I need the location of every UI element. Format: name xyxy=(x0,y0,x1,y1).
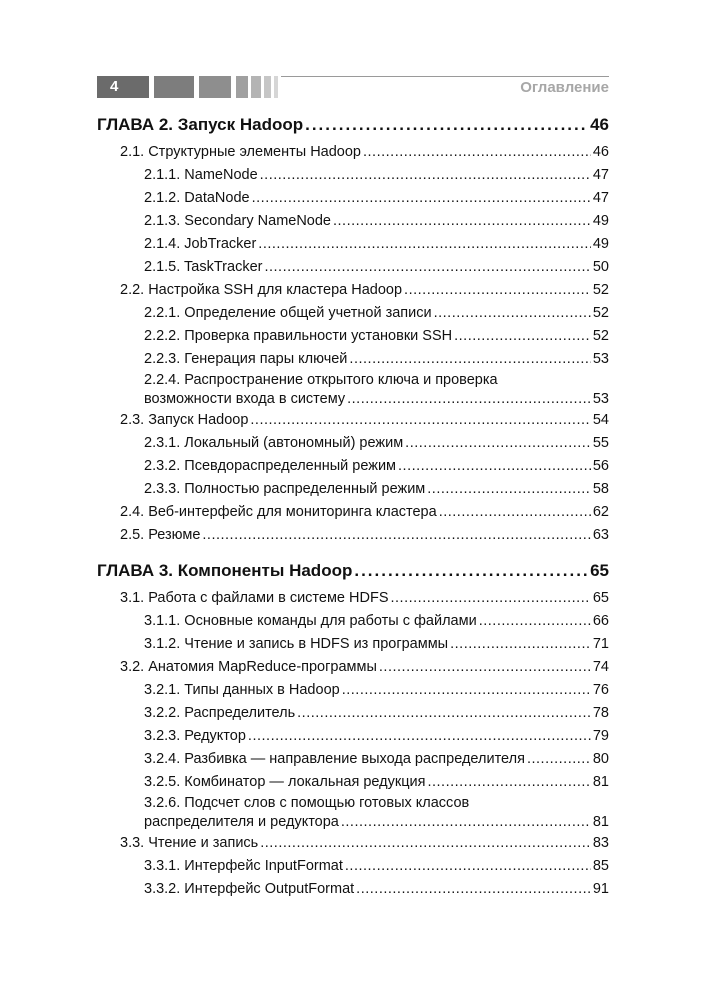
dot-leader xyxy=(297,702,591,725)
toc-entry-title: 3.3.1. Интерфейс InputFormat xyxy=(144,858,343,874)
toc-entry-page: 46 xyxy=(590,115,609,134)
toc-entry-2-1-1[interactable] xyxy=(97,164,609,187)
toc-entry-title: 2.2.2. Проверка правильности установки SSH xyxy=(144,328,453,344)
dot-leader xyxy=(305,112,588,138)
toc-entry-page: 81 xyxy=(592,774,609,790)
toc-entry-page: 47 xyxy=(592,190,609,206)
toc-entry-page: 54 xyxy=(592,412,609,428)
header-bar-3 xyxy=(236,76,248,98)
toc-entry-3-2-3[interactable] xyxy=(97,725,609,748)
toc-entry-3-3-1[interactable] xyxy=(97,855,609,878)
toc-entry-title: 2.3.2. Псевдораспределенный режим xyxy=(144,458,397,474)
toc-entry-3-3[interactable] xyxy=(97,832,609,855)
dot-leader xyxy=(391,587,591,610)
toc-entry-title: 3.1.2. Чтение и запись в HDFS из программы xyxy=(144,636,449,652)
toc-entry-title: 2.5. Резюме xyxy=(120,527,201,543)
dot-leader xyxy=(379,656,591,679)
toc-entry-2-2-3[interactable] xyxy=(97,348,609,371)
page-number: 4 xyxy=(110,78,119,95)
dot-leader xyxy=(527,748,591,771)
toc-entry-title: 2.1.2. DataNode xyxy=(144,190,250,206)
header-bar-5 xyxy=(264,76,271,98)
toc-entry-page: 52 xyxy=(592,328,609,344)
toc-entry-page: 50 xyxy=(592,259,609,275)
dot-leader xyxy=(341,812,591,832)
dot-leader xyxy=(434,302,591,325)
toc-entry-title: ГЛАВА 2. Запуск Hadoop xyxy=(97,115,304,134)
toc-entry-page: 65 xyxy=(590,561,609,580)
toc-entry-page: 46 xyxy=(592,144,609,160)
dot-leader xyxy=(454,325,591,348)
toc-entry-3-2-1[interactable] xyxy=(97,679,609,702)
toc-entry-3-2-4[interactable] xyxy=(97,748,609,771)
toc-entry-3-2-5[interactable] xyxy=(97,771,609,794)
toc-entry-2-3-1[interactable] xyxy=(97,432,609,455)
toc-entry-title: 2.2. Настройка SSH для кластера Hadoop xyxy=(120,282,403,298)
toc-entry-page: 85 xyxy=(592,858,609,874)
dot-leader xyxy=(349,348,590,371)
dot-leader xyxy=(347,389,591,409)
toc-entry-title-line2: распределителя и редуктора xyxy=(144,814,339,830)
toc-entry-2-2-1[interactable] xyxy=(97,302,609,325)
toc-entry-2-2-2[interactable] xyxy=(97,325,609,348)
toc-entry-title: 2.1.5. TaskTracker xyxy=(144,259,263,275)
toc-entry-page: 81 xyxy=(592,814,609,830)
toc-entry-3-2-6[interactable] xyxy=(97,794,609,832)
toc-entry-page: 74 xyxy=(592,659,609,675)
dot-leader xyxy=(398,455,591,478)
toc-entry-2-3[interactable] xyxy=(97,409,609,432)
toc-entry-3-1-1[interactable] xyxy=(97,610,609,633)
toc-entry-title: 2.4. Веб-интерфейс для мониторинга кластера xyxy=(120,504,437,520)
toc-entry-page: 55 xyxy=(592,435,609,451)
header-bar-1 xyxy=(154,76,194,98)
toc-entry-title: 3.2.2. Распределитель xyxy=(144,705,296,721)
toc-entry-2-1[interactable] xyxy=(97,141,609,164)
toc-entry-title: 3.2.4. Разбивка — направление выхода распределителя xyxy=(144,751,525,767)
dot-leader xyxy=(427,771,590,794)
page-number-box xyxy=(97,76,149,98)
toc-entry-2-4[interactable] xyxy=(97,501,609,524)
toc-entry-title: 2.2.1. Определение общей учетной записи xyxy=(144,305,432,321)
toc-entry-page: 78 xyxy=(592,705,609,721)
toc-entry-title: 3.2. Анатомия MapReduce-программы xyxy=(120,659,377,675)
dot-leader xyxy=(345,855,591,878)
dot-leader xyxy=(202,524,590,547)
toc-entry-title: 3.2.1. Типы данных в Hadoop xyxy=(144,682,340,698)
toc-entry-title: 3.3.2. Интерфейс OutputFormat xyxy=(144,881,355,897)
dot-leader xyxy=(258,233,591,256)
toc-entry-title: 2.3.3. Полностью распределенный режим xyxy=(144,481,426,497)
table-of-contents xyxy=(97,112,609,901)
toc-entry-page: 71 xyxy=(592,636,609,652)
toc-entry-title: 2.3. Запуск Hadoop xyxy=(120,412,249,428)
toc-entry-2-1-2[interactable] xyxy=(97,187,609,210)
toc-entry-page: 65 xyxy=(592,590,609,606)
toc-entry-title: 2.1.1. NameNode xyxy=(144,167,258,183)
toc-entry-page: 53 xyxy=(592,391,609,407)
toc-chapter-2[interactable] xyxy=(97,112,609,138)
toc-entry-page: 62 xyxy=(592,504,609,520)
dot-leader xyxy=(264,256,590,279)
dot-leader xyxy=(427,478,591,501)
toc-entry-title-line2: возможности входа в систему xyxy=(144,391,346,407)
toc-entry-2-1-3[interactable] xyxy=(97,210,609,233)
toc-entry-title-line1: 2.2.4. Распространение открытого ключа и проверка xyxy=(144,372,498,388)
toc-entry-title: 2.1. Структурные элементы Hadoop xyxy=(120,144,361,160)
header-bar-4 xyxy=(251,76,261,98)
dot-leader xyxy=(260,164,591,187)
dot-leader xyxy=(260,832,591,855)
dot-leader xyxy=(333,210,591,233)
toc-entry-2-2-4[interactable] xyxy=(97,371,609,409)
toc-entry-page: 49 xyxy=(592,236,609,252)
toc-entry-title: ГЛАВА 3. Компоненты Hadoop xyxy=(97,561,353,580)
toc-entry-3-2-2[interactable] xyxy=(97,702,609,725)
toc-entry-2-1-4[interactable] xyxy=(97,233,609,256)
toc-entry-title: 3.2.3. Редуктор xyxy=(144,728,246,744)
dot-leader xyxy=(404,279,591,302)
toc-entry-title: 3.1. Работа с файлами в системе HDFS xyxy=(120,590,389,606)
toc-entry-page: 80 xyxy=(592,751,609,767)
toc-entry-title: 2.1.4. JobTracker xyxy=(144,236,257,252)
toc-entry-2-3-2[interactable] xyxy=(97,455,609,478)
toc-entry-3-2[interactable] xyxy=(97,656,609,679)
toc-entry-page: 49 xyxy=(592,213,609,229)
toc-entry-2-2[interactable] xyxy=(97,279,609,302)
toc-entry-title: 2.1.3. Secondary NameNode xyxy=(144,213,331,229)
toc-entry-page: 83 xyxy=(592,835,609,851)
toc-entry-page: 63 xyxy=(592,527,609,543)
toc-entry-2-5[interactable] xyxy=(97,524,609,547)
dot-leader xyxy=(252,187,591,210)
toc-entry-3-1[interactable] xyxy=(97,587,609,610)
header-title: Оглавление xyxy=(520,79,609,96)
dot-leader xyxy=(250,409,590,432)
header-rule xyxy=(281,76,609,77)
dot-leader xyxy=(479,610,591,633)
running-header xyxy=(97,76,609,98)
dot-leader xyxy=(354,558,588,584)
header-bar-6 xyxy=(274,76,278,98)
dot-leader xyxy=(356,878,591,901)
toc-entry-title-line1: 3.2.6. Подсчет слов с помощью готовых классов xyxy=(144,795,470,811)
toc-entry-3-1-2[interactable] xyxy=(97,633,609,656)
dot-leader xyxy=(450,633,591,656)
toc-entry-title: 3.3. Чтение и запись xyxy=(120,835,259,851)
toc-entry-page: 91 xyxy=(592,881,609,897)
header-bar-2 xyxy=(199,76,231,98)
toc-entry-title: 3.2.5. Комбинатор — локальная редукция xyxy=(144,774,426,790)
dot-leader xyxy=(363,141,591,164)
toc-entry-page: 56 xyxy=(592,458,609,474)
toc-entry-page: 53 xyxy=(592,351,609,367)
dot-leader xyxy=(248,725,591,748)
toc-entry-2-1-5[interactable] xyxy=(97,256,609,279)
dot-leader xyxy=(342,679,591,702)
toc-entry-2-3-3[interactable] xyxy=(97,478,609,501)
toc-chapter-3[interactable] xyxy=(97,558,609,584)
toc-entry-page: 52 xyxy=(592,305,609,321)
toc-entry-title: 2.2.3. Генерация пары ключей xyxy=(144,351,348,367)
toc-entry-page: 79 xyxy=(592,728,609,744)
toc-entry-title: 3.1.1. Основные команды для работы с файлами xyxy=(144,613,477,629)
toc-entry-page: 58 xyxy=(592,481,609,497)
toc-entry-page: 52 xyxy=(592,282,609,298)
toc-entry-page: 66 xyxy=(592,613,609,629)
dot-leader xyxy=(405,432,591,455)
toc-entry-page: 47 xyxy=(592,167,609,183)
toc-entry-3-3-2[interactable] xyxy=(97,878,609,901)
toc-entry-page: 76 xyxy=(592,682,609,698)
dot-leader xyxy=(439,501,591,524)
toc-entry-title: 2.3.1. Локальный (автономный) режим xyxy=(144,435,404,451)
